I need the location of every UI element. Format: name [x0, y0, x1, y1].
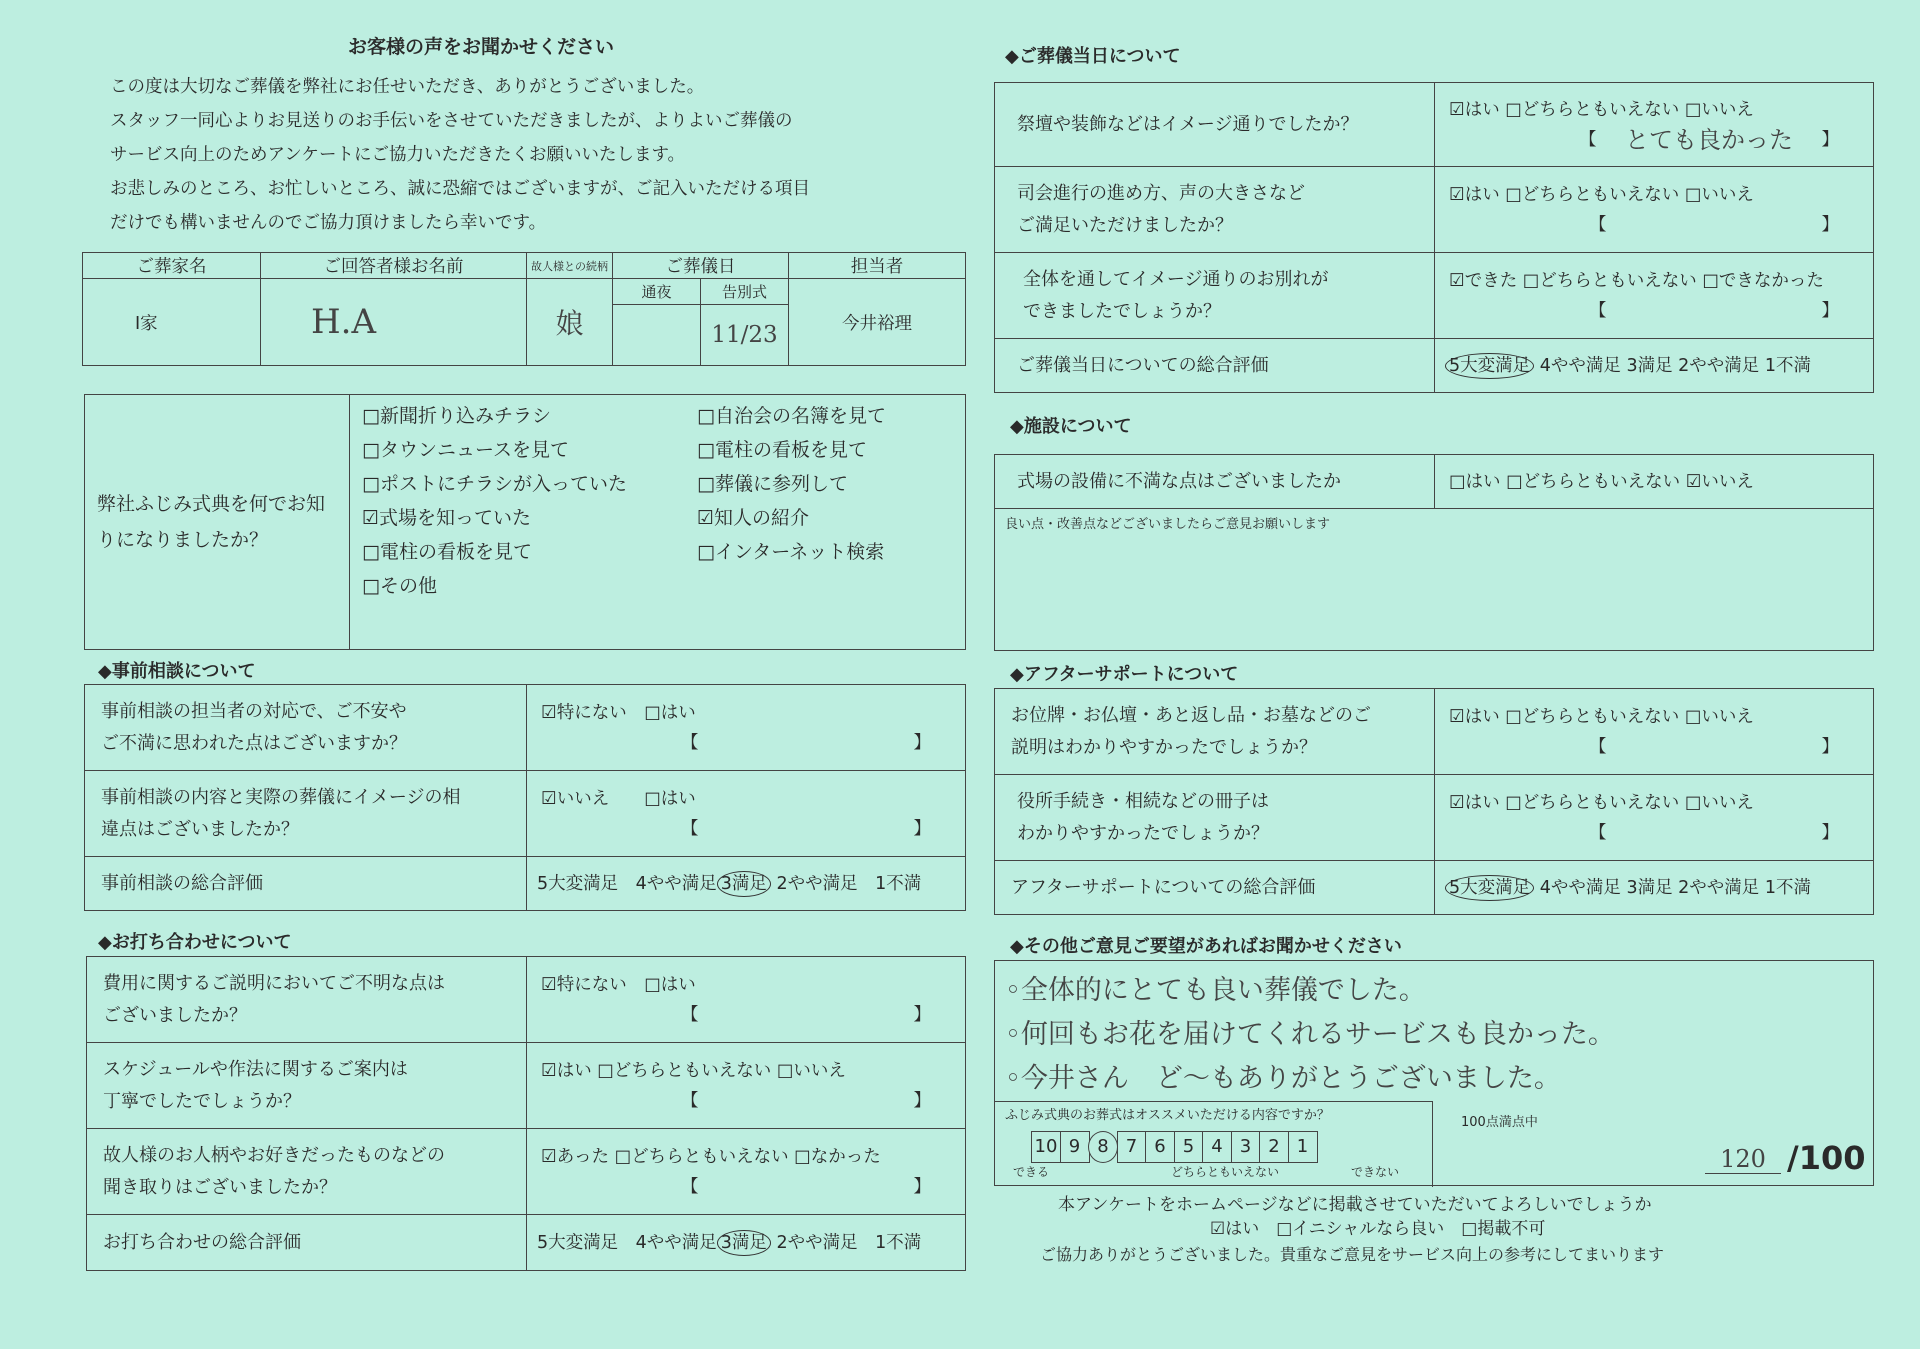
day-total-label: ご葬儀当日についての総合評価: [995, 339, 1435, 393]
meet-rating[interactable]: 5大変満足 4やや満足 3満足 2やや満足 1不満: [527, 1215, 966, 1271]
meet-heading: ◆お打ち合わせについて: [98, 932, 292, 953]
facility-q1: 式場の設備に不満な点はございましたか: [995, 455, 1435, 509]
meet-table: [86, 956, 966, 1271]
after-heading: ◆アフターサポートについて: [1010, 664, 1239, 685]
publish-question: 本アンケートをホームページなどに掲載させていただいてよろしいでしょうか: [1058, 1195, 1652, 1215]
score-value[interactable]: 120: [1705, 1145, 1781, 1174]
day-table: [994, 82, 1874, 393]
selected-rating-circle: 3満足: [717, 1230, 771, 1256]
after-q1: お位牌・お仏壇・あと返し品・お墓などのご 説明はわかりやすかったでしょうか？: [995, 689, 1435, 775]
discovery-question: 弊社ふじみ式典を何でお知りになりましたか？: [85, 395, 350, 650]
respondent-value: H.A: [261, 279, 527, 366]
facility-a1[interactable]: □はい □どちらともいえない ☑いいえ: [1435, 455, 1874, 509]
relation-value: 娘: [527, 279, 613, 366]
recommend-scale[interactable]: 10 9 8 7 6 5 4 3 2 1: [995, 1131, 1432, 1163]
selected-rating-circle: 5大変満足: [1445, 875, 1534, 901]
option-pole-sign[interactable]: □電柱の看板を見て: [362, 541, 532, 563]
option-town-news[interactable]: □タウンニュースを見て: [362, 439, 570, 461]
respondent-label: ご回答者様お名前: [261, 253, 527, 279]
day-q1: 祭壇や装飾などはイメージ通りでしたか？: [995, 83, 1435, 167]
funeral-value: 11/23: [701, 305, 789, 366]
wake-value: [613, 305, 701, 366]
score-max: /100: [1787, 1139, 1866, 1177]
recommend-question: ふじみ式典のお葬式はオススメいただける内容ですか？: [1005, 1108, 1330, 1123]
day-heading: ◆ご葬儀当日について: [1005, 46, 1181, 67]
funeral-label: 告別式: [701, 279, 789, 305]
meet-q2: スケジュールや作法に関するご案内は 丁寧でしたでしょうか？: [87, 1043, 527, 1129]
after-rating[interactable]: 5大変満足 4やや満足 3満足 2やや満足 1不満: [1435, 861, 1874, 915]
meet-q3: 故人様のお人柄やお好きだったものなどの 聞き取りはございましたか？: [87, 1129, 527, 1215]
publish-options[interactable]: ☑はい □イニシャルなら良い □掲載不可: [1210, 1219, 1546, 1239]
after-q2: 役所手続き・相続などの冊子は わかりやすかったでしょうか？: [995, 775, 1435, 861]
after-a2[interactable]: ☑はい □どちらともいえない □いいえ 【 】: [1435, 775, 1874, 861]
option-knew-venue[interactable]: ☑式場を知っていた: [362, 507, 532, 529]
option-attended-funeral[interactable]: □葬儀に参列して: [697, 473, 848, 495]
option-pole-sign-2[interactable]: □電柱の看板を見て: [697, 439, 867, 461]
points-label: 100点満点中: [1461, 1115, 1538, 1130]
relation-label: 故人様との続柄: [527, 253, 613, 279]
day-a1[interactable]: ☑はい □どちらともいえない □いいえ 【 とても良かった 】: [1435, 83, 1874, 167]
option-other[interactable]: □その他: [362, 575, 437, 597]
option-post-flyer[interactable]: □ポストにチラシが入っていた: [362, 473, 627, 495]
other-comments: ◦全体的にとても良い葬儀でした。 ◦何回もお花を届けてくれるサービスも良かった。 ◦今井さん ど～もありがとうございました。: [1005, 975, 1615, 1094]
option-acquaintance[interactable]: ☑知人の紹介: [697, 507, 810, 529]
day-q3: 全体を通してイメージ通りのお別れが できましたでしょうか？: [995, 253, 1435, 339]
day-comment: とても良かった: [1625, 125, 1793, 154]
day-q2: 司会進行の進め方、声の大きさなど ご満足いただけましたか？: [995, 167, 1435, 253]
intro-text: この度は大切なご葬儀を弊社にお任せいただき、ありがとうございました。 スタッフ一同心よりお見送りのお手伝いをさせていただきましたが、よりよいご葬儀の サービス向上のためアンケートにご協力いただきたくお願いいたします。 お悲しみのところ、お忙しいところ、誠に恐縮ではございますが、ご記入いただける項目 だけでも構いませんのでご協力頂けましたら幸いです。: [110, 77, 810, 233]
meet-a2[interactable]: ☑はい □どちらともいえない □いいえ 【 】: [527, 1043, 966, 1129]
family-value: I家: [83, 279, 261, 366]
day-a2[interactable]: ☑はい □どちらともいえない □いいえ 【 】: [1435, 167, 1874, 253]
after-a1[interactable]: ☑はい □どちらともいえない □いいえ 【 】: [1435, 689, 1874, 775]
pre-q2: 事前相談の内容と実際の葬儀にイメージの相 違点はございましたか？: [85, 771, 527, 857]
option-community-list[interactable]: □自治会の名簿を見て: [697, 405, 886, 427]
meet-a3[interactable]: ☑あった □どちらともいえない □なかった 【 】: [527, 1129, 966, 1215]
info-table: [82, 252, 966, 366]
selected-score-circle[interactable]: 8: [1088, 1131, 1118, 1163]
after-table: [994, 688, 1874, 915]
meet-total-label: お打ち合わせの総合評価: [87, 1215, 527, 1271]
facility-comment-box[interactable]: 良い点・改善点などございましたらご意見お願いします: [995, 509, 1874, 651]
selected-rating-circle: 5大変満足: [1445, 353, 1534, 379]
discovery-table: [84, 394, 966, 650]
pre-a2[interactable]: ☑いいえ □はい 【 】: [527, 771, 966, 857]
option-newspaper-flyer[interactable]: □新聞折り込みチラシ: [362, 405, 551, 427]
day-rating[interactable]: 5大変満足 4やや満足 3満足 2やや満足 1不満: [1435, 339, 1874, 393]
other-heading: ◆その他ご意見ご要望があればお聞かせください: [1010, 936, 1402, 957]
meet-a1[interactable]: ☑特にない □はい 【 】: [527, 957, 966, 1043]
after-total-label: アフターサポートについての総合評価: [995, 861, 1435, 915]
family-label: ご葬家名: [83, 253, 261, 279]
staff-label: 担当者: [789, 253, 966, 279]
staff-value: 今井裕理: [789, 279, 966, 366]
wake-label: 通夜: [613, 279, 701, 305]
pre-a1[interactable]: ☑特にない □はい 【 】: [527, 685, 966, 771]
other-comment-box[interactable]: [994, 960, 1874, 1186]
pre-q1: 事前相談の担当者の対応で、ご不安や ご不満に思われた点はございますか？: [85, 685, 527, 771]
selected-rating-circle: 3満足: [717, 871, 771, 897]
meet-q1: 費用に関するご説明においてご不明な点は ございましたか？: [87, 957, 527, 1043]
discovery-options: [350, 401, 965, 598]
facility-heading: ◆施設について: [1010, 416, 1132, 437]
thanks-text: ご協力ありがとうございました。貴重なご意見をサービス向上の参考にしてまいります: [1040, 1245, 1665, 1264]
pre-total-label: 事前相談の総合評価: [85, 857, 527, 911]
day-a3[interactable]: ☑できた □どちらともいえない □できなかった 【 】: [1435, 253, 1874, 339]
pre-heading: ◆事前相談について: [98, 661, 256, 682]
pre-table: [84, 684, 966, 911]
facility-table: [994, 454, 1874, 651]
option-internet[interactable]: □インターネット検索: [697, 541, 885, 563]
survey-title: お客様の声をお聞かせください: [348, 36, 615, 58]
recommend-box: ふじみ式典のお葬式はオススメいただける内容ですか？ 10 9 8 7 6 5 4 3 2 1 できる どちらともいえない できない: [995, 1101, 1433, 1187]
date-label: ご葬儀日: [613, 253, 789, 279]
pre-rating[interactable]: 5大変満足 4やや満足 3満足 2やや満足 1不満: [527, 857, 966, 911]
